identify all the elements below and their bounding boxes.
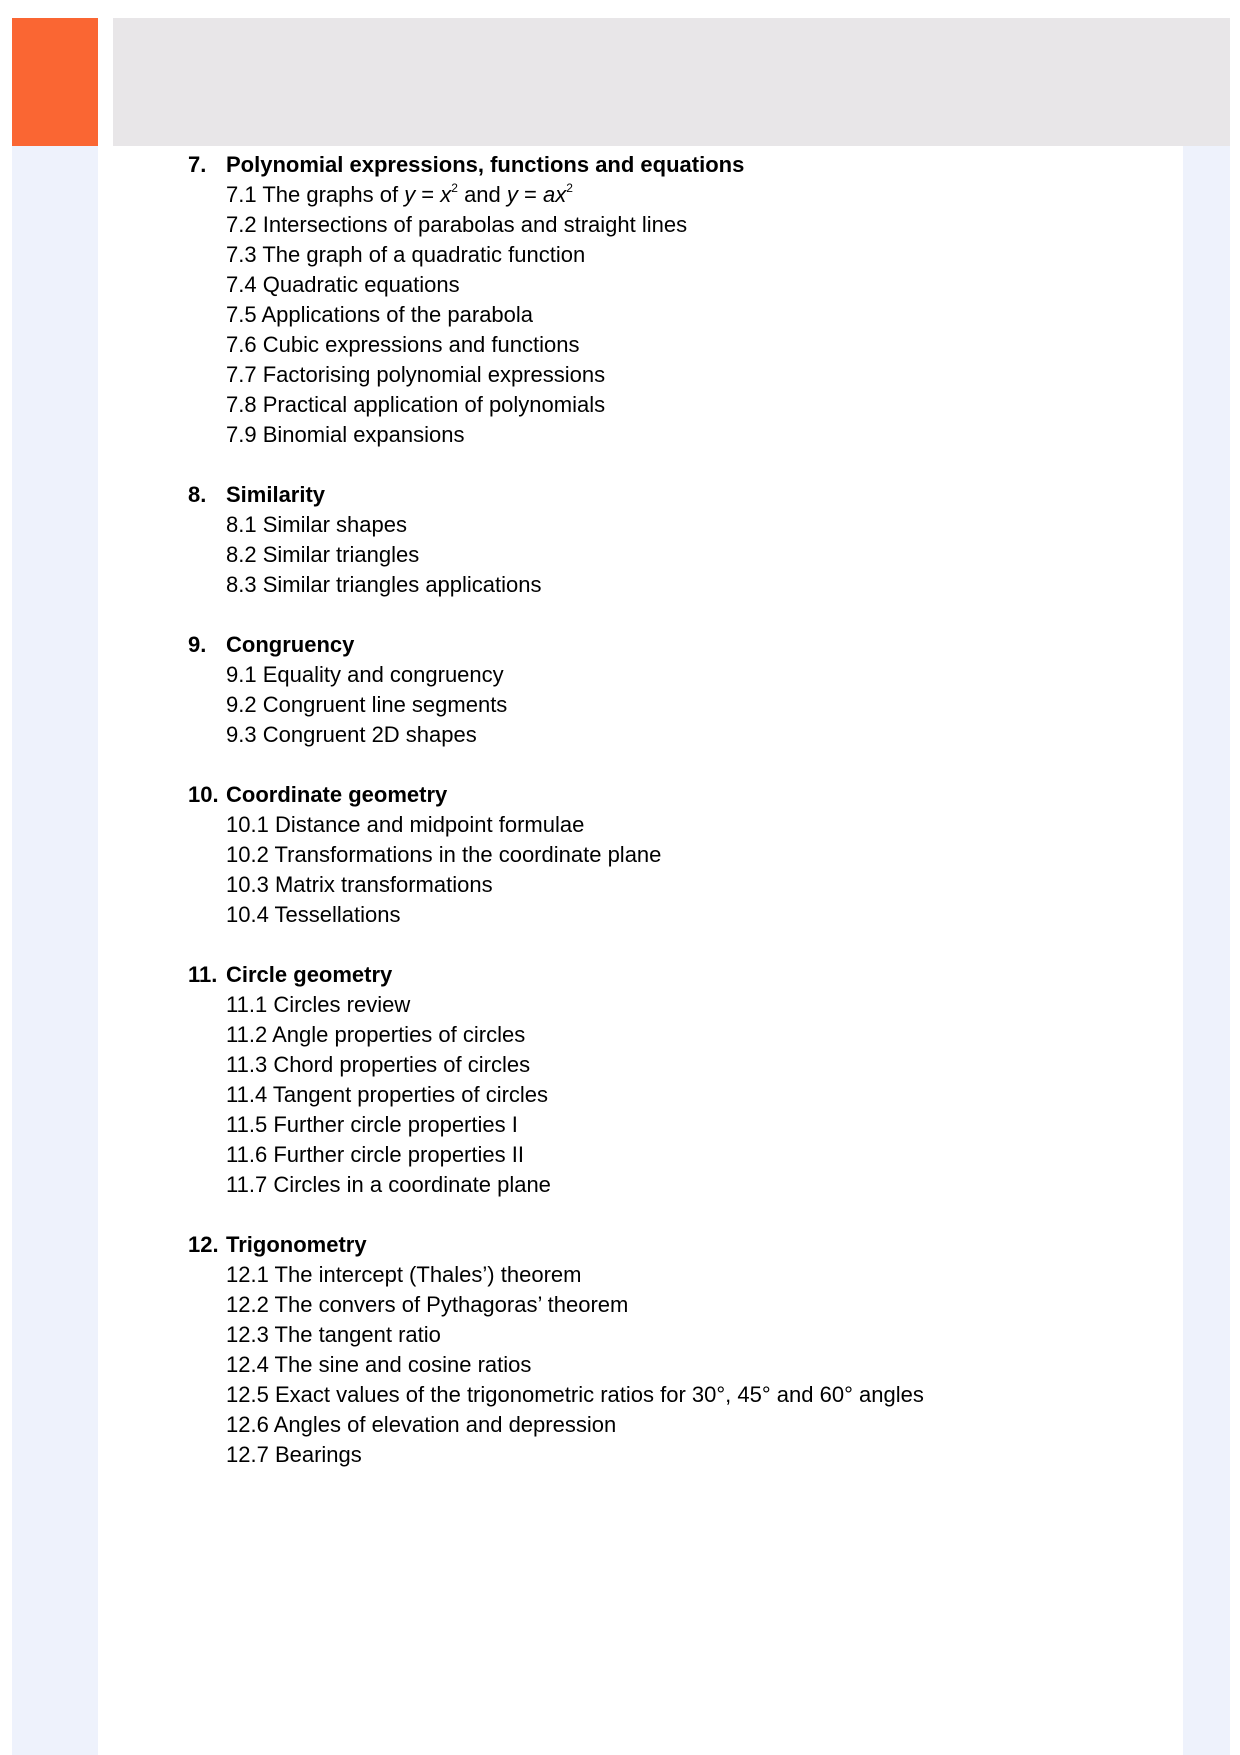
toc-chapter bbox=[188, 630, 1178, 750]
chapter-title: Trigonometry bbox=[226, 1232, 367, 1257]
section-number: 8.1 bbox=[226, 512, 257, 537]
section-title: Transformations in the coordinate plane bbox=[274, 842, 662, 867]
formula-equals: = bbox=[517, 182, 543, 207]
section-title: Applications of the parabola bbox=[261, 302, 534, 327]
section-title: Factorising polynomial expressions bbox=[262, 362, 606, 387]
chapter-title: Polynomial expressions, functions and equations bbox=[226, 152, 745, 177]
toc-section-entry[interactable] bbox=[188, 420, 1178, 450]
toc-section-entry[interactable] bbox=[188, 1290, 1178, 1320]
section-title: Equality and congruency bbox=[262, 662, 504, 687]
section-number: 11.7 bbox=[226, 1172, 268, 1197]
section-title: Congruent line segments bbox=[262, 692, 508, 717]
section-number: 7.5 bbox=[226, 302, 257, 327]
right-side-strip bbox=[1183, 146, 1230, 1755]
toc-section-entry[interactable] bbox=[188, 240, 1178, 270]
toc-section-entry[interactable] bbox=[188, 660, 1178, 690]
toc-section-entry[interactable] bbox=[188, 900, 1178, 930]
toc-section-entry[interactable] bbox=[188, 1440, 1178, 1470]
section-title: Congruent 2D shapes bbox=[262, 722, 477, 747]
toc-chapter bbox=[188, 780, 1178, 930]
section-number: 11.4 bbox=[226, 1082, 268, 1107]
toc-section-entry[interactable] bbox=[188, 300, 1178, 330]
accent-corner-block bbox=[12, 18, 98, 146]
section-number: 11.3 bbox=[226, 1052, 268, 1077]
chapter-number: 9. bbox=[188, 632, 207, 657]
chapter-heading[interactable] bbox=[188, 480, 1178, 510]
chapter-heading[interactable] bbox=[188, 150, 1178, 180]
section-number: 10.1 bbox=[226, 812, 269, 837]
section-title: The convers of Pythagoras’ theorem bbox=[274, 1292, 629, 1317]
toc-section-entry[interactable] bbox=[188, 180, 1178, 210]
chapter-title: Similarity bbox=[226, 482, 326, 507]
toc-section-entry[interactable] bbox=[188, 1050, 1178, 1080]
section-title: Binomial expansions bbox=[262, 422, 465, 447]
section-number: 11.1 bbox=[226, 992, 268, 1017]
section-title: Similar triangles applications bbox=[262, 572, 542, 597]
formula-variable: y bbox=[404, 182, 416, 207]
left-side-strip bbox=[12, 146, 98, 1755]
section-title: The intercept (Thales’) theorem bbox=[274, 1262, 582, 1287]
toc-section-entry[interactable] bbox=[188, 1410, 1178, 1440]
toc-section-entry[interactable] bbox=[188, 510, 1178, 540]
formula-equals: = bbox=[415, 182, 441, 207]
section-number: 10.4 bbox=[226, 902, 269, 927]
section-number: 9.2 bbox=[226, 692, 257, 717]
section-number: 7.1 bbox=[226, 182, 257, 207]
section-number: 12.4 bbox=[226, 1352, 269, 1377]
section-title: Cubic expressions and functions bbox=[262, 332, 580, 357]
section-number: 9.1 bbox=[226, 662, 257, 687]
toc-section-entry[interactable] bbox=[188, 390, 1178, 420]
section-number: 8.3 bbox=[226, 572, 257, 597]
toc-section-entry[interactable] bbox=[188, 690, 1178, 720]
chapter-heading[interactable] bbox=[188, 780, 1178, 810]
chapter-number: 10. bbox=[188, 782, 219, 807]
toc-section-entry[interactable] bbox=[188, 1080, 1178, 1110]
toc-section-entry[interactable] bbox=[188, 210, 1178, 240]
section-number: 7.2 bbox=[226, 212, 257, 237]
section-title: The graphs of bbox=[262, 182, 399, 207]
toc-chapter bbox=[188, 150, 1178, 450]
section-title: Quadratic equations bbox=[262, 272, 460, 297]
toc-section-entry[interactable] bbox=[188, 870, 1178, 900]
chapter-title: Circle geometry bbox=[226, 962, 393, 987]
formula-variable: y bbox=[506, 182, 518, 207]
section-number: 9.3 bbox=[226, 722, 257, 747]
section-title: Practical application of polynomials bbox=[262, 392, 606, 417]
toc-section-entry[interactable] bbox=[188, 330, 1178, 360]
section-number: 7.9 bbox=[226, 422, 257, 447]
chapter-number: 7. bbox=[188, 152, 207, 177]
formula-base: ax bbox=[542, 182, 567, 207]
section-number: 11.2 bbox=[226, 1022, 268, 1047]
toc-chapter bbox=[188, 960, 1178, 1200]
chapter-heading[interactable] bbox=[188, 1230, 1178, 1260]
section-number: 12.7 bbox=[226, 1442, 269, 1467]
section-number: 10.2 bbox=[226, 842, 269, 867]
section-title: Similar triangles bbox=[262, 542, 420, 567]
formula-exponent: 2 bbox=[451, 180, 458, 195]
toc-section-entry[interactable] bbox=[188, 1170, 1178, 1200]
section-number: 11.5 bbox=[226, 1112, 268, 1137]
section-number: 7.7 bbox=[226, 362, 257, 387]
chapter-number: 8. bbox=[188, 482, 207, 507]
toc-section-entry[interactable] bbox=[188, 1110, 1178, 1140]
section-title: Matrix transformations bbox=[274, 872, 493, 897]
section-title: Angles of elevation and depression bbox=[273, 1412, 617, 1437]
section-title: The tangent ratio bbox=[274, 1322, 441, 1347]
section-title: Further circle properties I bbox=[273, 1112, 518, 1137]
chapter-number: 11. bbox=[188, 962, 218, 987]
toc-chapter bbox=[188, 1230, 1178, 1470]
toc-section-entry[interactable] bbox=[188, 990, 1178, 1020]
toc-section-entry[interactable] bbox=[188, 360, 1178, 390]
section-title: The graph of a quadratic function bbox=[262, 242, 586, 267]
section-title: Exact values of the trigonometric ratios for 30°, 45° and 60° angles bbox=[274, 1382, 924, 1407]
section-title: Intersections of parabolas and straight lines bbox=[262, 212, 688, 237]
section-title: Similar shapes bbox=[262, 512, 407, 537]
section-number: 11.6 bbox=[226, 1142, 268, 1167]
chapter-heading[interactable] bbox=[188, 960, 1178, 990]
toc-section-entry[interactable] bbox=[188, 1260, 1178, 1290]
header-band bbox=[113, 18, 1230, 146]
toc-section-entry[interactable] bbox=[188, 1320, 1178, 1350]
formula-and: and bbox=[457, 182, 507, 207]
toc-section-entry[interactable] bbox=[188, 720, 1178, 750]
section-title: Further circle properties II bbox=[273, 1142, 524, 1167]
formula-base: x bbox=[440, 182, 452, 207]
section-number: 12.5 bbox=[226, 1382, 269, 1407]
chapter-title: Congruency bbox=[226, 632, 355, 657]
formula-exponent: 2 bbox=[566, 180, 573, 195]
section-number: 7.6 bbox=[226, 332, 257, 357]
toc-section-entry[interactable] bbox=[188, 570, 1178, 600]
chapter-number: 12. bbox=[188, 1232, 219, 1257]
section-number: 8.2 bbox=[226, 542, 257, 567]
section-title: Bearings bbox=[274, 1442, 362, 1467]
section-number: 12.1 bbox=[226, 1262, 269, 1287]
toc-section-entry[interactable] bbox=[188, 810, 1178, 840]
section-title: Circles review bbox=[273, 992, 411, 1017]
section-number: 12.2 bbox=[226, 1292, 269, 1317]
toc-section-entry[interactable] bbox=[188, 270, 1178, 300]
toc-section-entry[interactable] bbox=[188, 1380, 1178, 1410]
section-number: 7.3 bbox=[226, 242, 257, 267]
section-title: Tangent properties of circles bbox=[272, 1082, 549, 1107]
toc-section-entry[interactable] bbox=[188, 1350, 1178, 1380]
chapter-heading[interactable] bbox=[188, 630, 1178, 660]
section-number: 12.6 bbox=[226, 1412, 269, 1437]
section-number: 12.3 bbox=[226, 1322, 269, 1347]
table-of-contents bbox=[188, 150, 1178, 1500]
toc-section-entry[interactable] bbox=[188, 1140, 1178, 1170]
toc-section-entry[interactable] bbox=[188, 1020, 1178, 1050]
toc-section-entry[interactable] bbox=[188, 540, 1178, 570]
toc-chapter bbox=[188, 480, 1178, 600]
chapter-title: Coordinate geometry bbox=[226, 782, 448, 807]
section-title: Distance and midpoint formulae bbox=[274, 812, 585, 837]
section-title: Angle properties of circles bbox=[272, 1022, 526, 1047]
section-number: 7.8 bbox=[226, 392, 257, 417]
section-title: Circles in a coordinate plane bbox=[273, 1172, 551, 1197]
toc-section-entry[interactable] bbox=[188, 840, 1178, 870]
section-number: 10.3 bbox=[226, 872, 269, 897]
section-title: The sine and cosine ratios bbox=[274, 1352, 532, 1377]
section-number: 7.4 bbox=[226, 272, 257, 297]
section-title: Chord properties of circles bbox=[273, 1052, 531, 1077]
section-title: Tessellations bbox=[274, 902, 401, 927]
